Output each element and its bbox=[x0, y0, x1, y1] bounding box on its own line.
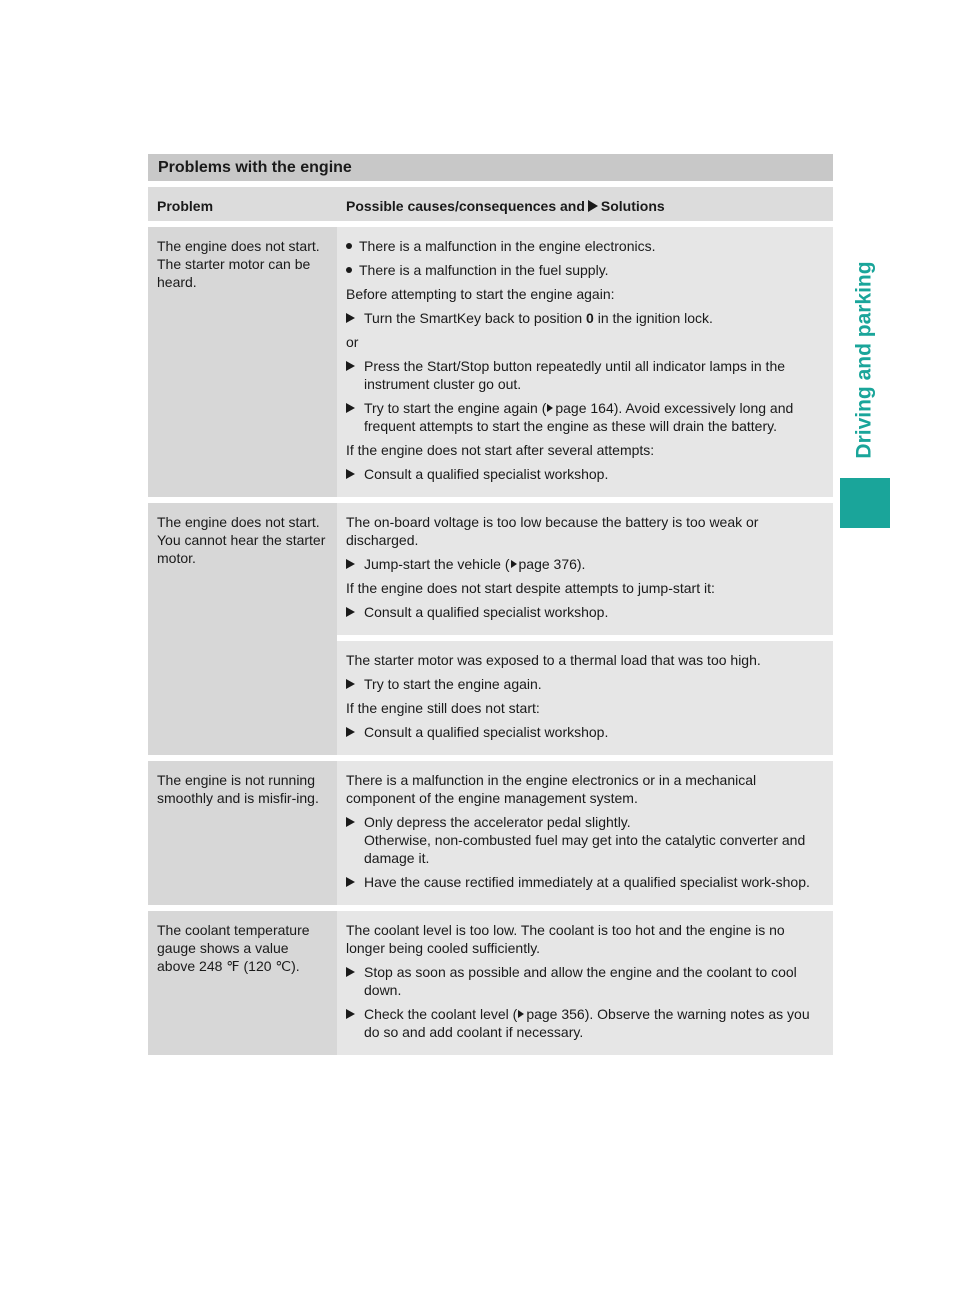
step-item: Try to start the engine again. bbox=[346, 675, 825, 693]
arrow-icon bbox=[346, 967, 355, 977]
table-header-row bbox=[148, 187, 833, 221]
paragraph: The on-board voltage is too low because the battery is too weak or discharged. bbox=[346, 514, 759, 548]
list-item: There is a malfunction in the fuel supply. bbox=[346, 261, 825, 279]
col-solutions-suffix: Solutions bbox=[600, 198, 665, 214]
paragraph: or bbox=[346, 334, 359, 350]
step-item: Try to start the engine again ( page 164). Avoid excessively long and frequent attempts to start the engine as these will drain the battery. bbox=[346, 399, 825, 435]
table-row bbox=[148, 227, 833, 497]
solution-cell bbox=[337, 761, 833, 905]
solution-cell bbox=[337, 641, 833, 755]
arrow-icon bbox=[346, 679, 355, 689]
paragraph: If the engine still does not start: bbox=[346, 700, 540, 716]
page-ref-link[interactable]: page 356). Observe the warning notes as you do so and add coolant if necessary. bbox=[364, 1006, 810, 1040]
step-item: Have the cause rectified immediately at a qualified specialist work-shop. bbox=[346, 873, 825, 891]
arrow-icon bbox=[346, 877, 355, 887]
table-row bbox=[148, 761, 833, 905]
paragraph: There is a malfunction in the engine electronics or in a mechanical component of the engine management system. bbox=[346, 772, 757, 806]
section-title: Problems with the engine bbox=[148, 154, 833, 181]
arrow-icon bbox=[346, 361, 355, 371]
problems-table bbox=[148, 187, 833, 1055]
problem-cell: The engine is not running smoothly and is misfir-ing. bbox=[148, 761, 337, 905]
step-item: Check the coolant level ( page 356). Observe the warning notes as you do so and add coolant if necessary. bbox=[346, 1005, 825, 1041]
step-item: Jump-start the vehicle ( page 376). bbox=[346, 555, 825, 573]
side-tab-marker bbox=[840, 478, 890, 528]
list-item: There is a malfunction in the engine electronics. bbox=[346, 237, 825, 255]
bullet-icon bbox=[346, 267, 352, 273]
paragraph: The starter motor was exposed to a thermal load that was too high. bbox=[346, 652, 761, 668]
page-ref-icon bbox=[518, 1010, 524, 1018]
solution-cell bbox=[337, 503, 833, 635]
problem-cell: The engine does not start. You cannot hear the starter motor. bbox=[148, 503, 337, 755]
page-number: 169 bbox=[837, 84, 868, 105]
arrow-icon bbox=[346, 469, 355, 479]
step-item: Consult a qualified specialist workshop. bbox=[346, 465, 825, 483]
page-ref-link[interactable]: page 164). Avoid excessively long and frequent attempts to start the engine as these will drain the battery. bbox=[364, 400, 794, 434]
step-item: Consult a qualified specialist workshop. bbox=[346, 603, 825, 621]
bullet-icon bbox=[346, 243, 352, 249]
side-tab-label: Driving and parking bbox=[853, 261, 877, 459]
side-tab bbox=[840, 250, 890, 470]
page-ref-icon bbox=[511, 560, 517, 568]
arrow-icon bbox=[346, 607, 355, 617]
col-solutions-header bbox=[337, 187, 833, 221]
header-section-title: Driving bbox=[741, 82, 817, 107]
arrow-icon bbox=[588, 200, 598, 212]
col-problem-header: Problem bbox=[148, 187, 337, 221]
solution-cell bbox=[337, 911, 833, 1055]
problem-cell: The coolant temperature gauge shows a value above 248 ℉ (120 ℃). bbox=[148, 911, 337, 1055]
paragraph: If the engine does not start after several attempts: bbox=[346, 442, 655, 458]
arrow-icon bbox=[346, 559, 355, 569]
step-item: Consult a qualified specialist workshop. bbox=[346, 723, 825, 741]
paragraph: Before attempting to start the engine again: bbox=[346, 286, 615, 302]
arrow-icon bbox=[346, 1009, 355, 1019]
problem-cell: The engine does not start. The starter motor can be heard. bbox=[148, 227, 337, 497]
paragraph: If the engine does not start despite attempts to jump-start it: bbox=[346, 580, 715, 596]
step-item: Turn the SmartKey back to position 0 in the ignition lock. bbox=[346, 309, 825, 327]
arrow-icon bbox=[346, 313, 355, 323]
arrow-icon bbox=[346, 727, 355, 737]
arrow-icon bbox=[346, 403, 355, 413]
paragraph: The coolant level is too low. The coolant is too hot and the engine is no longer being cooled sufficiently. bbox=[346, 922, 785, 956]
arrow-icon bbox=[346, 817, 355, 827]
step-item: Press the Start/Stop button repeatedly until all indicator lamps in the instrument cluster go out. bbox=[346, 357, 825, 393]
page-ref-link[interactable]: page 376). bbox=[518, 556, 586, 572]
step-item: Stop as soon as possible and allow the engine and the coolant to cool down. bbox=[346, 963, 825, 999]
solution-cell bbox=[337, 227, 833, 497]
step-item: Only depress the accelerator pedal slightly. Otherwise, non-combusted fuel may get into the catalytic converter and damage it. bbox=[346, 813, 825, 867]
table-row bbox=[148, 911, 833, 1055]
table-row bbox=[148, 503, 833, 635]
page-ref-icon bbox=[547, 404, 553, 412]
page-header bbox=[70, 70, 890, 120]
col-solutions-prefix: Possible causes/consequences and bbox=[346, 198, 585, 214]
